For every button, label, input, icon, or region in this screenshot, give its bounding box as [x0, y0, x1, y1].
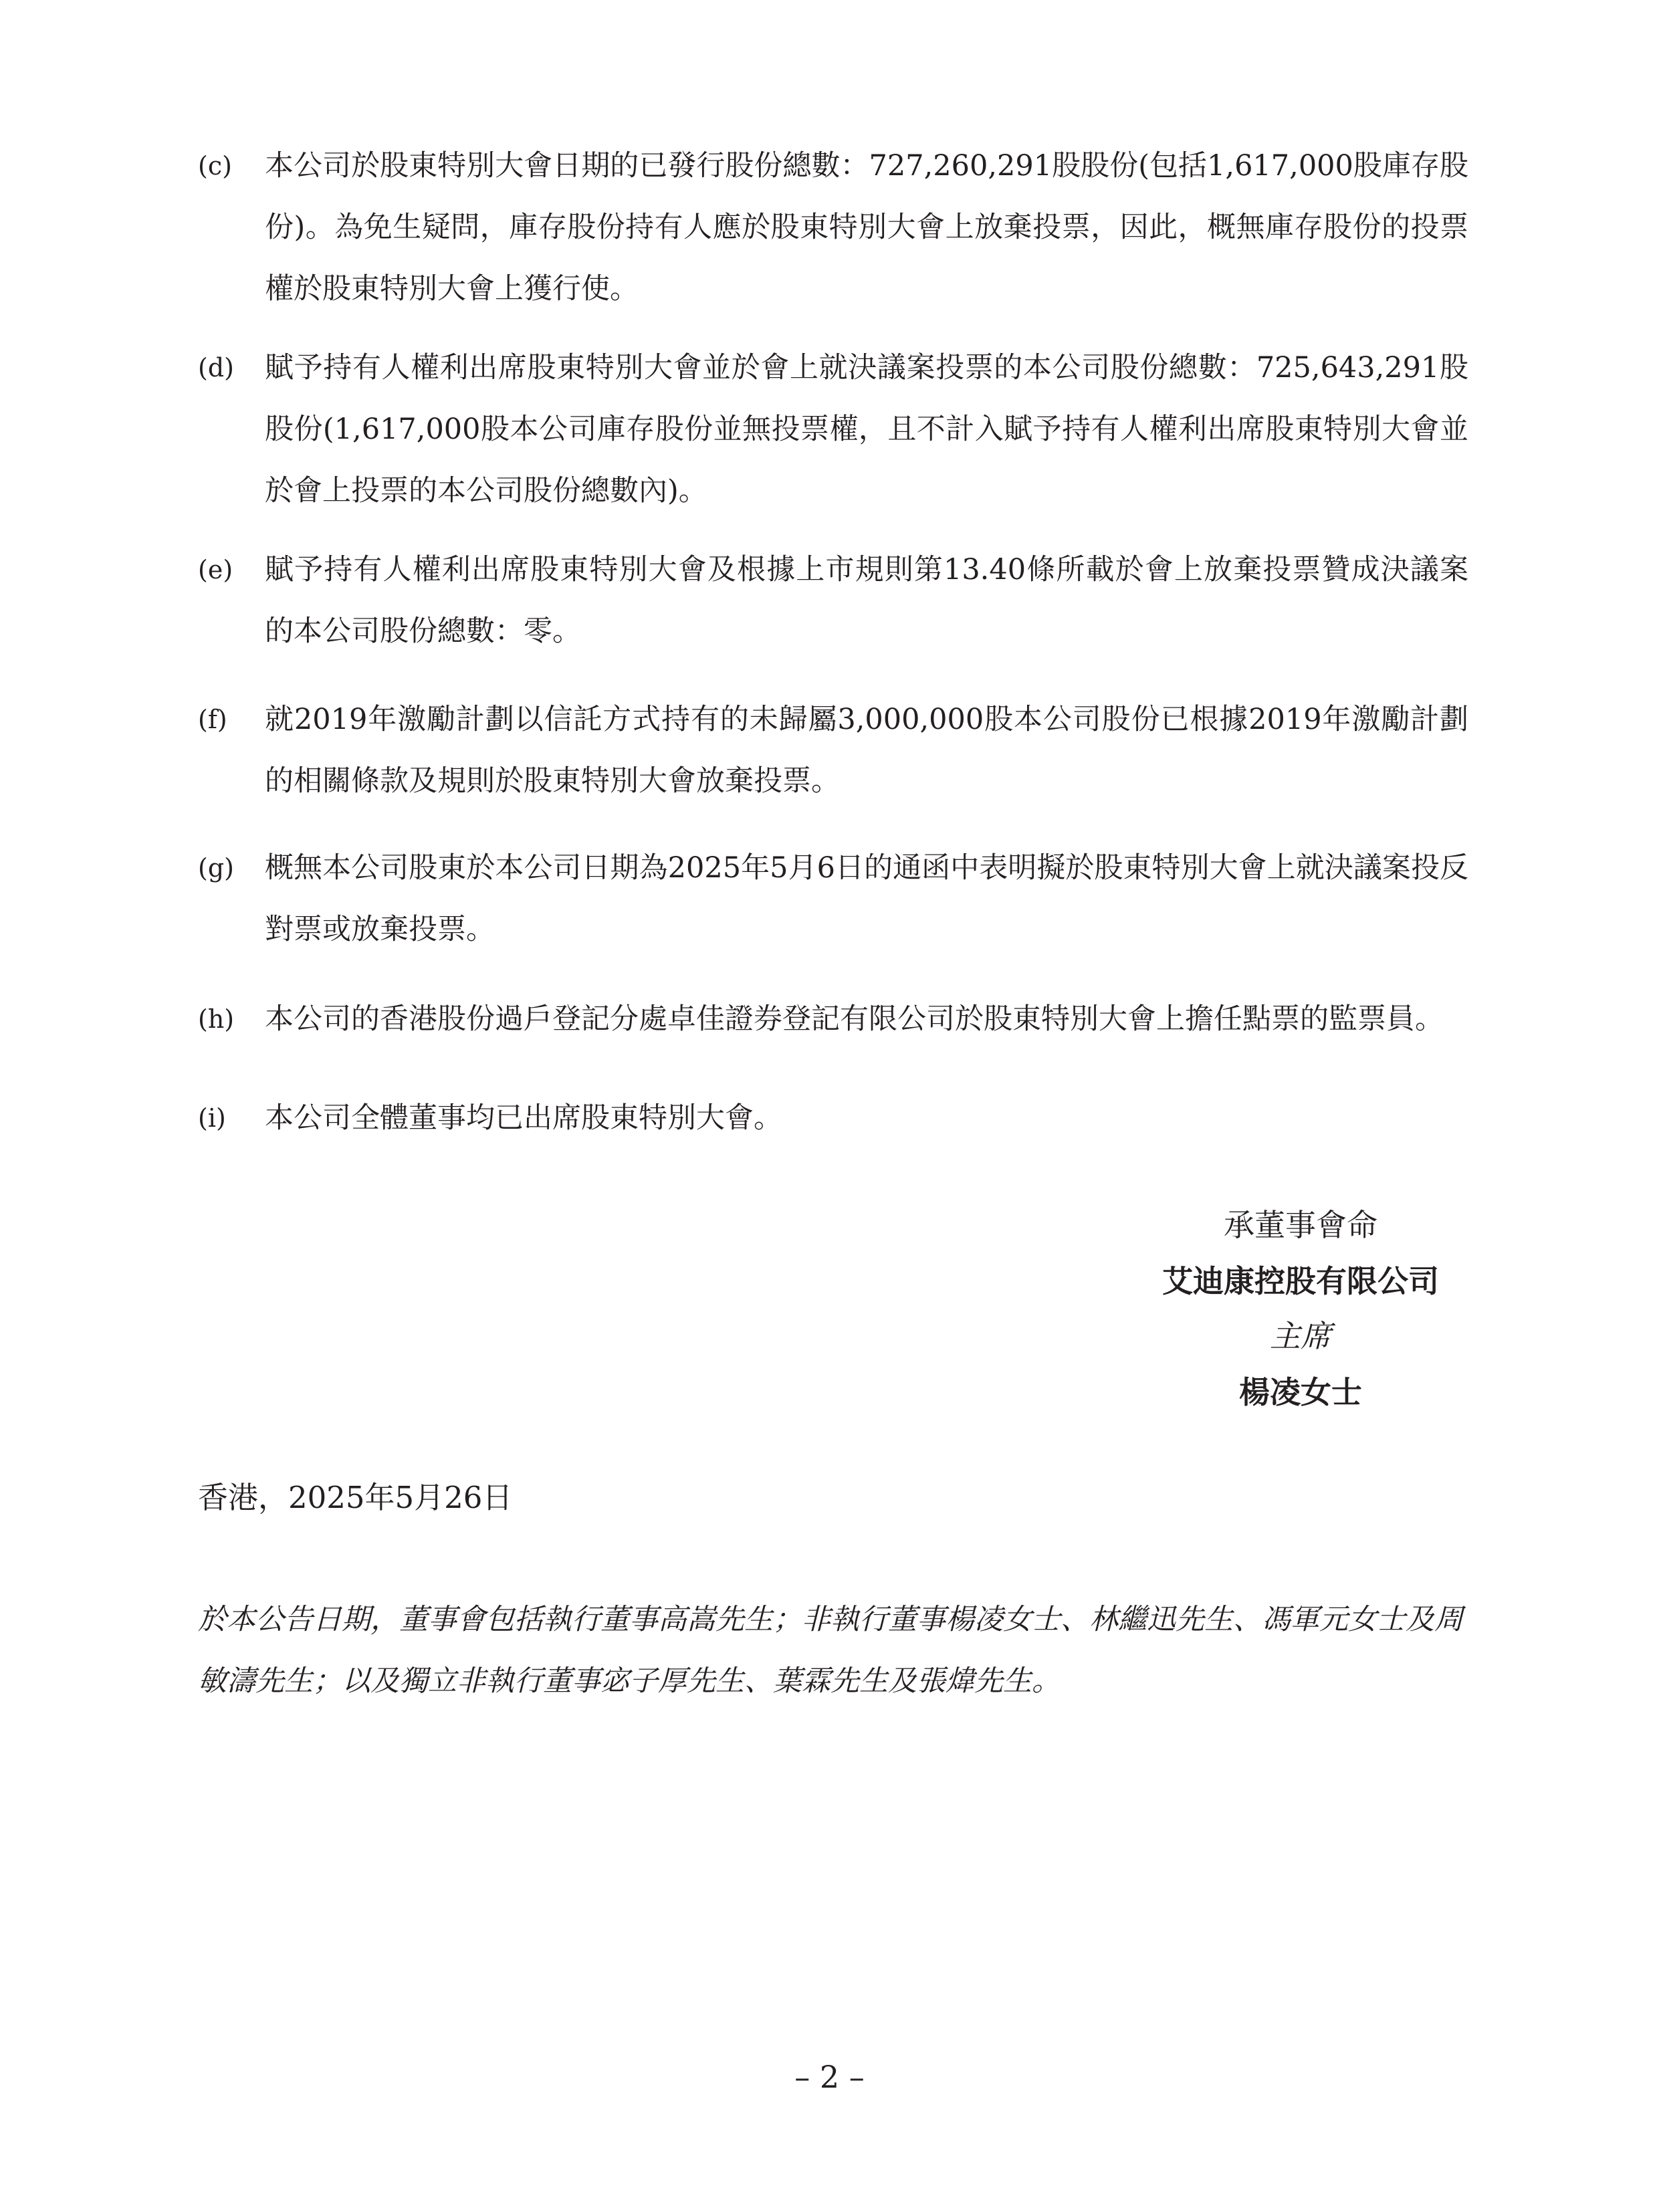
- item-text: 本公司於股東特別大會日期的已發行股份總數：727,260,291股股份(包括1,617,000股庫存股份)。為免生疑問，庫存股份持有人應於股東特別大會上放棄投票，因此，概無庫存股份的投票權於股東特別大會上獲行使。: [265, 149, 1468, 306]
- item-text: 本公司全體董事均已出席股東特別大會。: [265, 1101, 782, 1135]
- item-label: (e): [198, 555, 233, 584]
- item-label: (i): [198, 1103, 226, 1133]
- page-number: – 2 –: [794, 2059, 865, 2095]
- item-label: (h): [198, 1004, 235, 1034]
- item-text: 概無本公司股東於本公司日期為2025年5月6日的通函中表明擬於股東特別大會上就決議案投反對票或放棄投票。: [265, 851, 1468, 946]
- item-label: (f): [198, 705, 227, 734]
- directors-note: 於本公告日期，董事會包括執行董事高嵩先生；非執行董事楊凌女士、林繼迅先生、馮軍元女士及周敏濤先生；以及獨立非執行董事宓子厚先生、葉霖先生及張煒先生。: [198, 1603, 1463, 1698]
- signature-title: 主席: [1270, 1318, 1331, 1354]
- place-date: 香港，2025年5月26日: [198, 1480, 513, 1515]
- item-label: (c): [198, 151, 232, 181]
- item-text: 賦予持有人權利出席股東特別大會及根據上市規則第13.40條所載於會上放棄投票贊成決議案的本公司股份總數：零。: [265, 553, 1468, 648]
- signature-by-order: 承董事會命: [1224, 1207, 1377, 1243]
- item-text: 就2019年激勵計劃以信託方式持有的未歸屬3,000,000股本公司股份已根據2019年激勵計劃的相關條款及規則於股東特別大會放棄投票。: [265, 703, 1468, 798]
- item-text: 本公司的香港股份過戶登記分處卓佳證券登記有限公司於股東特別大會上擔任點票的監票員。: [265, 1002, 1444, 1036]
- signature-company: 艾迪康控股有限公司: [1162, 1263, 1439, 1299]
- item-label: (g): [198, 853, 234, 883]
- item-text: 賦予持有人權利出席股東特別大會並於會上就決議案投票的本公司股份總數：725,643,291股股份(1,617,000股本公司庫存股份並無投票權，且不計入賦予持有人權利出席股東特別大會並於會上投票的本公司股份總數內)。: [265, 351, 1468, 508]
- signature-name: 楊凌女士: [1239, 1374, 1362, 1410]
- item-label: (d): [198, 353, 234, 382]
